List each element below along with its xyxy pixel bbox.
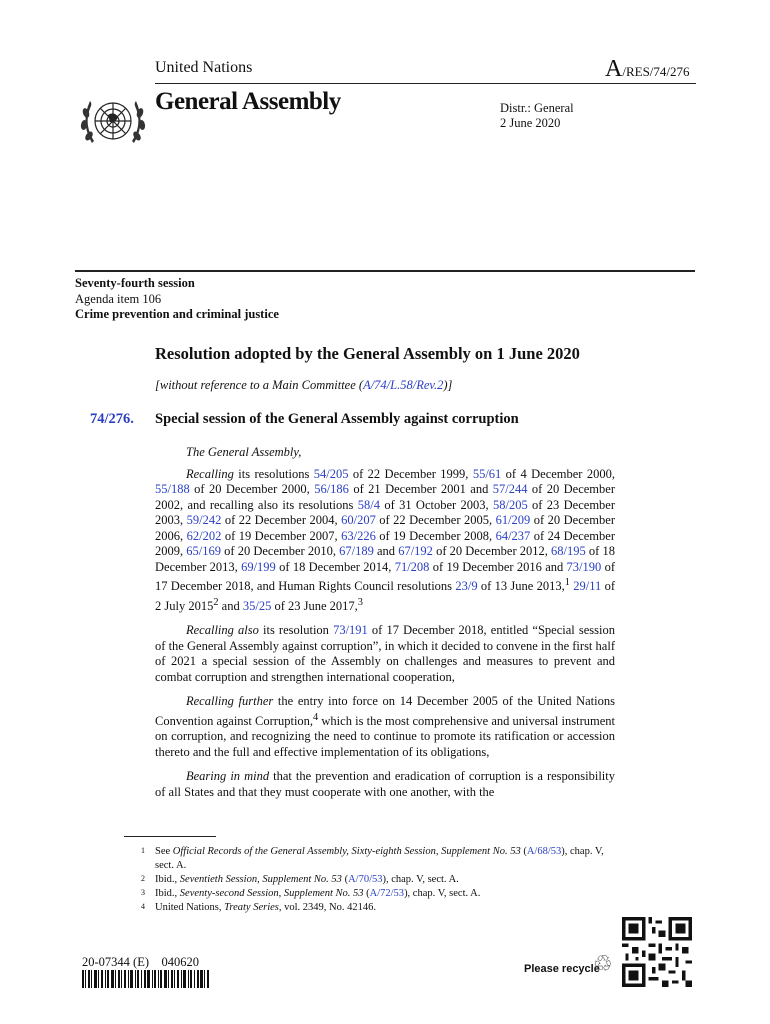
resolution-link[interactable]: 73/191 — [333, 623, 368, 638]
resolution-title: Resolution adopted by the General Assembly on 1 June 2020 — [155, 344, 580, 363]
symbol-letter: A — [605, 56, 623, 82]
footnote: 4 United Nations, Treaty Series, vol. 2349, No. 42146. — [141, 902, 376, 913]
distribution-block — [500, 101, 574, 131]
footnote-link[interactable]: A/68/53 — [526, 846, 562, 857]
resolution-link[interactable]: 69/199 — [241, 559, 276, 574]
distribution: Distr.: General — [500, 101, 574, 115]
resolution-link[interactable]: 60/207 — [341, 513, 376, 527]
organization-name: United Nations — [155, 59, 253, 76]
resolution-link[interactable]: 65/169 — [186, 544, 222, 558]
resolution-link[interactable]: 63/226 — [341, 528, 376, 543]
resolution-link[interactable]: 73/190 — [566, 559, 602, 574]
resolution-link[interactable]: 56/186 — [314, 482, 349, 496]
please-recycle-label: Please recycle — [524, 963, 600, 975]
hrc-resolution-link[interactable]: 35/25 — [242, 598, 272, 613]
footnote-rule — [124, 836, 216, 837]
resolution-link[interactable]: 55/61 — [472, 466, 502, 481]
qr-code-icon[interactable] — [622, 917, 692, 987]
intro-line: The General Assembly, — [186, 445, 302, 459]
session-rule — [75, 270, 695, 272]
resolution-link[interactable]: 67/189 — [339, 544, 374, 558]
resolution-link[interactable]: 67/192 — [398, 544, 433, 558]
footnote: 1 See Official Records of the General Assembly, Sixty-eighth Session, Supplement No. 53 (A/68/53), chap. V, sect. A. — [141, 846, 604, 871]
footnotes — [141, 845, 615, 915]
paragraph-bearing-in-mind: Bearing in mind that the prevention and eradication of corruption is a responsibility of all States and that they must cooperate with one another, with the — [155, 769, 615, 799]
paragraph-recalling-also: Recalling also its resolution 73/191 of 17 December 2018, entitled “Special session of the General Assembly against corruption”, in which it decided to convene in the first half of 2021 a special session of the Assembly on challenges and measures to prevent and combat corruption and strengthen international cooperation, — [155, 623, 615, 684]
resolution-number: 74/276. — [90, 411, 134, 427]
resolution-link[interactable]: 54/205 — [313, 466, 349, 481]
resolution-link[interactable]: 59/242 — [186, 513, 222, 527]
resolution-link[interactable]: 68/195 — [551, 544, 586, 558]
footnote: 2 Ibid., Seventieth Session, Supplement No. 53 (A/70/53), chap. V, sect. A. — [141, 874, 459, 885]
resolution-subtitle: Special session of the General Assembly against corruption — [155, 411, 519, 427]
barcode-icon — [82, 970, 210, 988]
resolution-link[interactable]: 55/188 — [155, 482, 190, 496]
hrc-resolution-link[interactable]: 23/9 — [455, 579, 478, 594]
paragraph-recalling: Recalling its resolutions 54/205 of 22 December 1999, 55/61 of 4 December 2000, 55/188 of 20 December 2000, 56/186 of 21 December 2001 and 57/244 of 20 December 2002, and recalling also its resolutions 58/4 of 31 October 2003, 58/205 of 23 December 2003, 59/242 of 22 December 2004, 60/207 of 22 December 2005, 61/209 of 20 December 2006, 62/202 of 19 December 2007, 63/226 of 19 December 2008, 64/237 of 24 December 2009, 65/169 of 20 December 2010, 67/189 and 67/192 of 20 December 2012, 68/195 of 18 December 2013, 69/199 of 18 December 2014, 71/208 of 19 December 2016 and 73/190 of 17 December 2018, and Human Rights Council resolutions 23/9 of 13 June 2013,$^1$ 29/11 of 2 July 2015$^2$ and 35/25 of 23 June 2017,$^3$ — [155, 466, 616, 613]
resolution-link[interactable]: 58/205 — [492, 497, 528, 512]
resolution-link[interactable]: 61/209 — [495, 513, 531, 527]
un-emblem-icon — [78, 91, 148, 157]
document-symbol — [605, 56, 690, 83]
footnote-ref[interactable]: 2 — [213, 596, 219, 608]
resolution-link[interactable]: 62/202 — [186, 528, 222, 543]
session-block — [75, 276, 279, 323]
paragraph-recalling-further: Recalling further the entry into force on 14 December 2005 of the United Nations Convention against Corruption,$^4$ which is the most comprehensive and universal instrument on corruption, and recognizing the need to continue to promote its ratification or accession thereto and the full and effective implementation of its obligations, — [155, 694, 615, 759]
recycle-icon: ♲ — [593, 951, 613, 976]
committee-reference: [without reference to a Main Committee (A/74/L.58/Rev.2)] — [155, 378, 453, 392]
agenda-item: Agenda item 106 — [75, 291, 162, 306]
footnote-ref[interactable]: 4 — [313, 711, 319, 723]
symbol-rest: /RES/74/276 — [622, 64, 690, 79]
body-name: General Assembly — [155, 88, 341, 115]
resolution-link[interactable]: 58/4 — [357, 497, 380, 512]
barcode-text: *2007344* — [82, 970, 87, 971]
resolution-link[interactable]: 71/208 — [394, 559, 430, 574]
footnote-ref[interactable]: 3 — [357, 596, 363, 608]
job-number: 20-07344 (E) 040620 — [82, 955, 199, 969]
resolution-link[interactable]: 64/237 — [495, 528, 531, 543]
footnote-link[interactable]: A/70/53 — [348, 874, 383, 885]
resolution-link[interactable]: 57/244 — [492, 482, 528, 496]
issue-date: 2 June 2020 — [500, 116, 561, 130]
footnote: 3 Ibid., Seventy-second Session, Supplement No. 53 (A/72/53), chap. V, sect. A. — [141, 888, 481, 899]
resolution-body — [155, 445, 615, 809]
draft-link[interactable]: A/74/L.58/Rev.2 — [363, 378, 444, 392]
footnote-link[interactable]: A/72/53 — [369, 888, 405, 899]
session-name: Seventy-fourth session — [75, 276, 195, 290]
hrc-resolution-link[interactable]: 29/11 — [573, 579, 602, 594]
agenda-title: Crime prevention and criminal justice — [75, 307, 279, 321]
header-rule — [155, 83, 696, 84]
footnote-ref[interactable]: 1 — [564, 577, 570, 588]
